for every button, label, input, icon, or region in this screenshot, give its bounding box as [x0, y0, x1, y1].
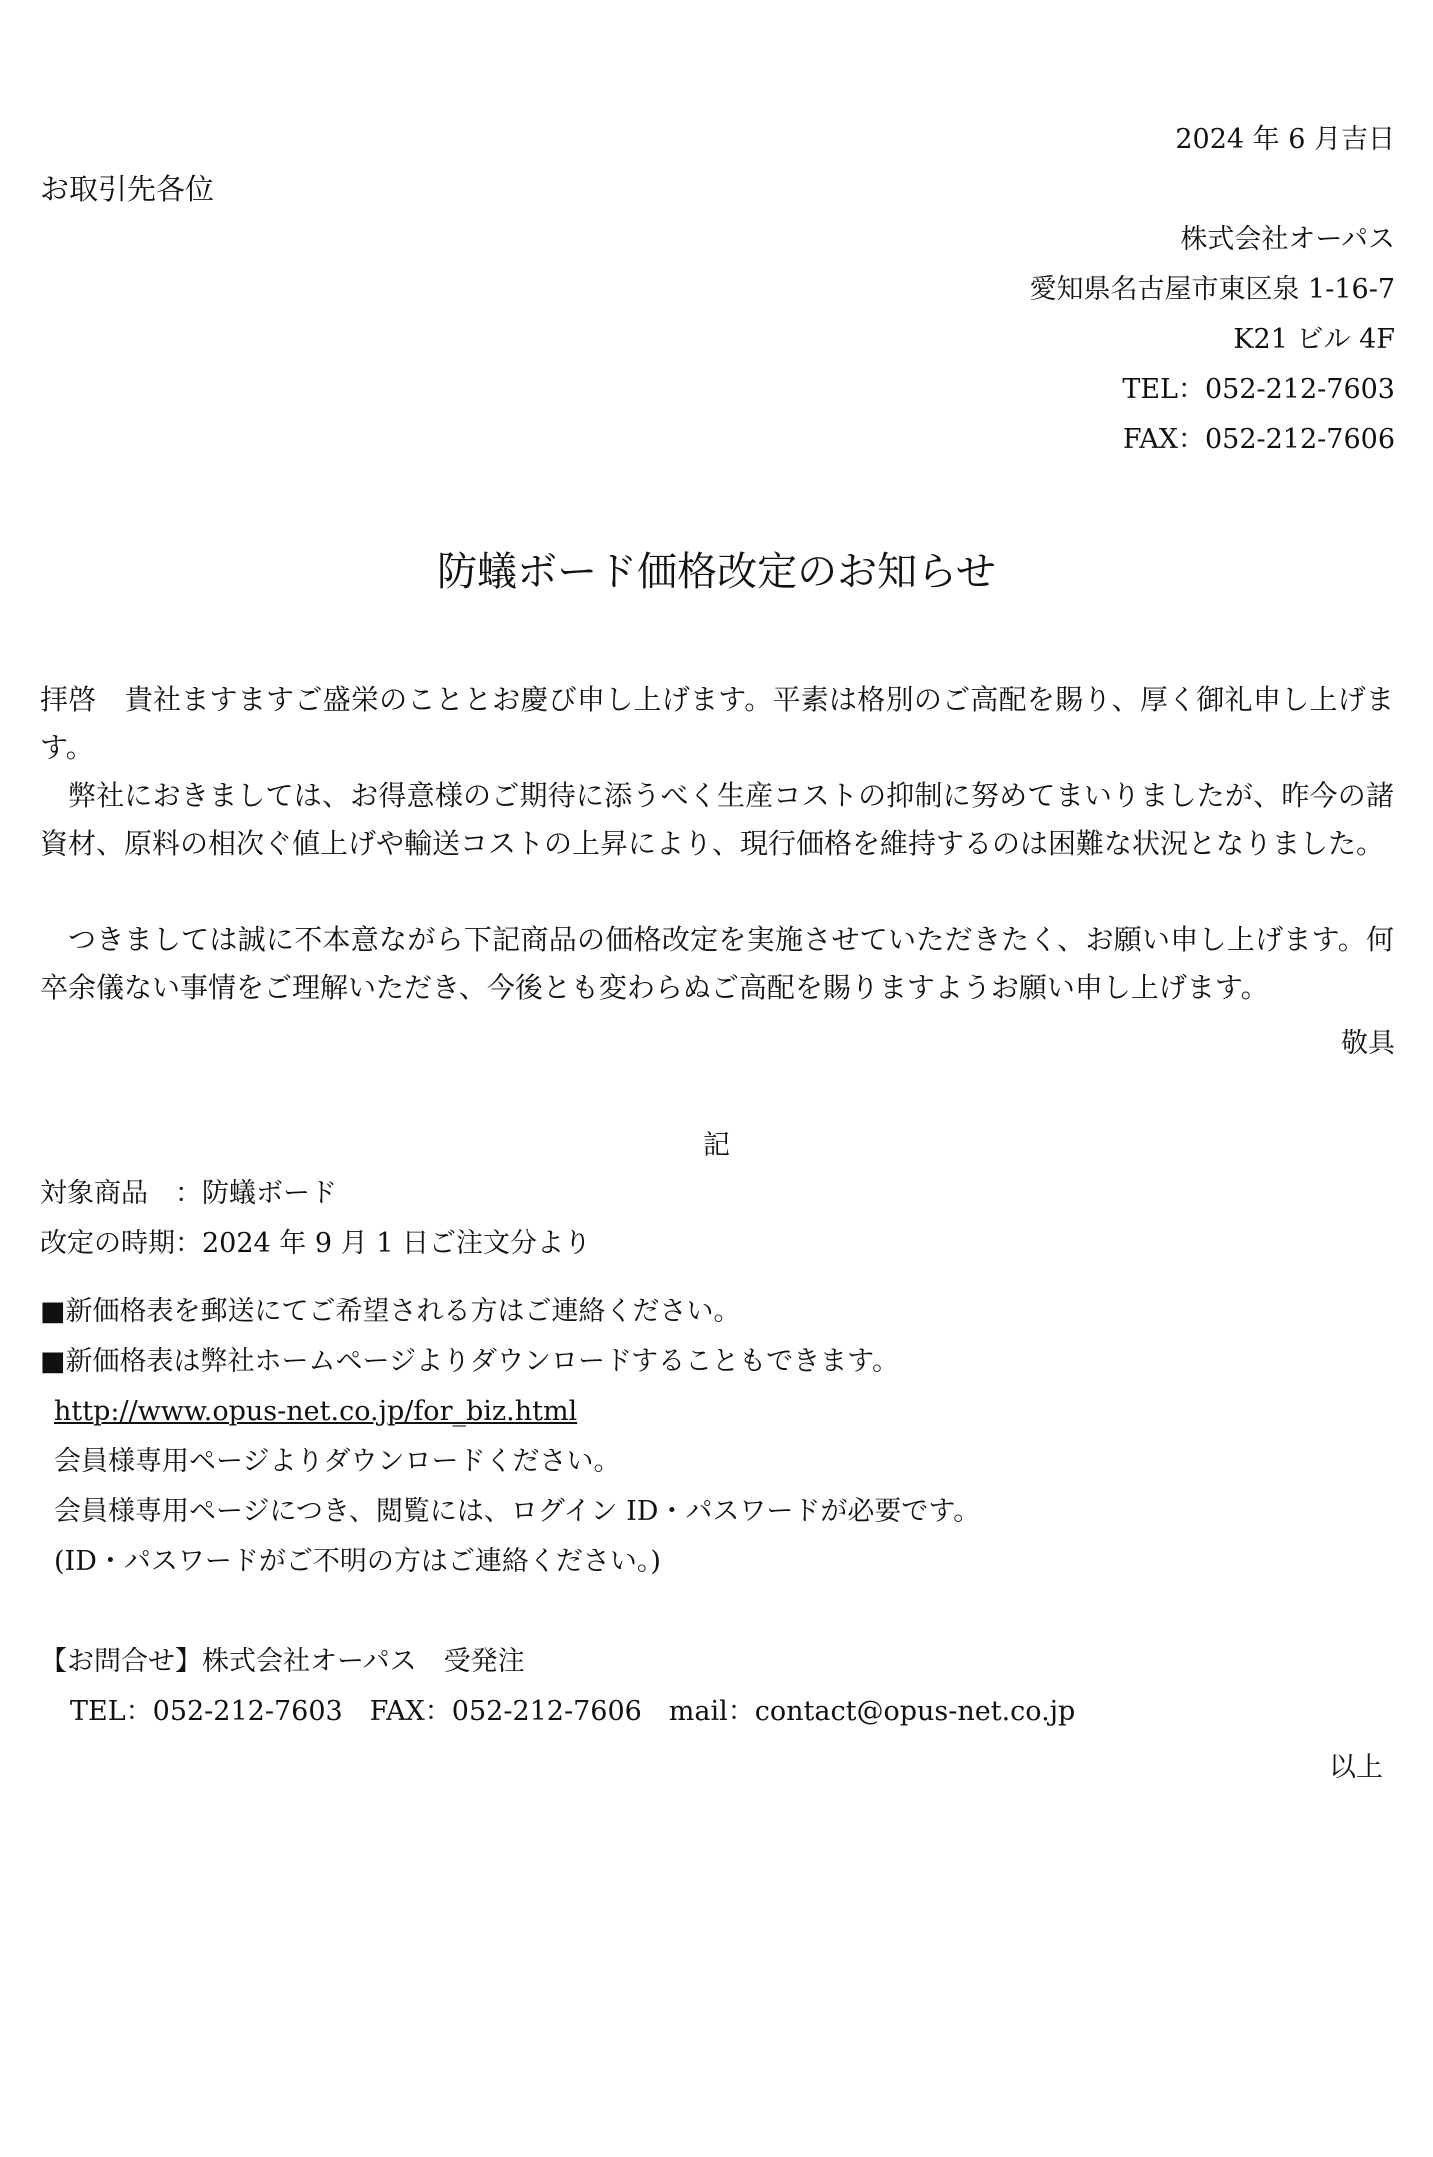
timing-label: 改定の時期：	[40, 1228, 202, 1259]
timing-row	[40, 1226, 591, 1262]
sender-company: 株式会社オーパス	[1180, 224, 1395, 255]
product-row	[40, 1176, 337, 1212]
bullet-download: ■新価格表は弊社ホームページよりダウンロードすることもできます。	[40, 1346, 899, 1377]
end-mark: 以上	[1329, 1752, 1383, 1783]
timing-value: 2024 年 9 月 1 日ご注文分より	[202, 1228, 591, 1259]
download-link[interactable]: http://www.opus-net.co.jp/for_biz.html	[54, 1396, 578, 1427]
body-paragraph-1: 拝啓 貴社ますますご盛栄のこととお慶び申し上げます。平素は格別のご高配を賜り、厚く御礼申し上げます。	[40, 683, 1394, 764]
note-contact-if-unknown: (ID・パスワードがご不明の方はご連絡ください。)	[54, 1546, 661, 1577]
bullet-mail-request: ■新価格表を郵送にてご希望される方はご連絡ください。	[40, 1296, 741, 1327]
sender-fax: FAX：052-212-7606	[1122, 424, 1395, 455]
document-title: 防蟻ボード価格改定のお知らせ	[437, 549, 996, 595]
sender-tel: TEL：052-212-7603	[1122, 374, 1395, 405]
recipient: お取引先各位	[40, 172, 215, 206]
body-paragraph-2: 弊社におきましては、お得意様のご期待に添うべく生産コストの抑制に努めてまいりましたが、昨今の諸資材、原料の相次ぐ値上げや輸送コストの上昇により、現行価格を維持するのは困難な状況となりました。	[40, 779, 1394, 860]
product-value: 防蟻ボード	[202, 1178, 337, 1209]
sender-address-line-2: K21 ビル 4F	[1233, 324, 1395, 355]
contact-line: TEL：052-212-7603 FAX：052-212-7606 mail：contact@opus-net.co.jp	[70, 1696, 1076, 1727]
note-login-required: 会員様専用ページにつき、閲覧には、ログイン ID・パスワードが必要です。	[54, 1496, 981, 1527]
sender-address-line-1: 愛知県名古屋市東区泉 1-16-7	[1029, 274, 1395, 305]
closing-keigu: 敬具	[1341, 1028, 1395, 1059]
note-member-page: 会員様専用ページよりダウンロードください。	[54, 1446, 621, 1477]
issue-date: 2024 年 6 月吉日	[1175, 124, 1395, 155]
notice-heading: 記	[703, 1130, 730, 1161]
product-label: 対象商品 ：	[40, 1178, 202, 1209]
contact-heading: 【お問合せ】株式会社オーパス 受発注	[40, 1646, 525, 1677]
body-paragraph-3: つきましては誠に不本意ながら下記商品の価格改定を実施させていただきたく、お願い申し上げます。何卒余儀ない事情をご理解いただき、今後とも変わらぬご高配を賜りますようお願い申し上げます。	[40, 923, 1394, 1004]
